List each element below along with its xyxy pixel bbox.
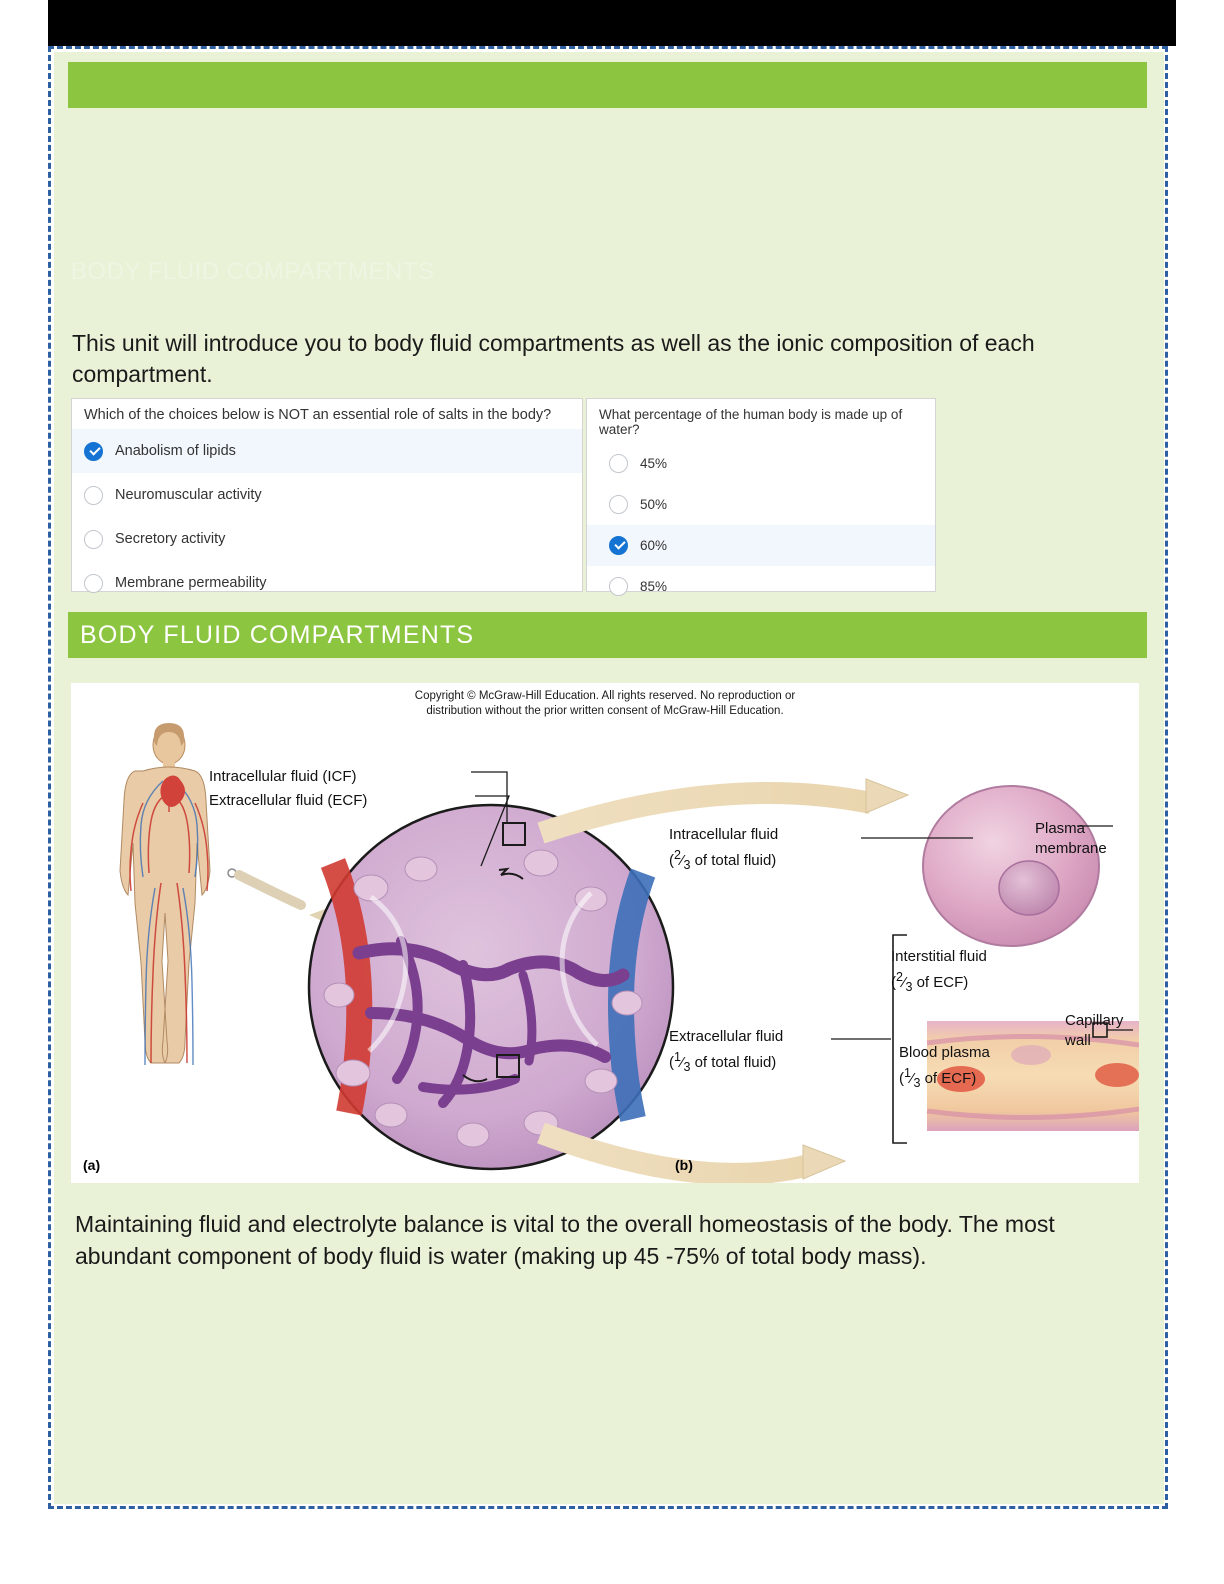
quiz-option-label: 45% — [640, 456, 668, 471]
closing-paragraph: Maintaining fluid and electrolyte balance is vital to the overall homeostasis of the body. The most abundant component of body fluid is water (making up 45 -75% of total body mass). — [75, 1211, 1055, 1269]
blood-plasma-line1: Blood plasma — [899, 1044, 990, 1061]
callout-icf-right — [669, 825, 778, 875]
radio-icon[interactable] — [84, 530, 103, 549]
callout-blood-plasma — [899, 1043, 990, 1093]
quiz-option-row[interactable] — [587, 566, 935, 607]
quiz-option-row[interactable] — [587, 484, 935, 525]
radio-icon[interactable] — [84, 486, 103, 505]
radio-checked-icon[interactable] — [609, 536, 628, 555]
quiz-option-row[interactable] — [72, 429, 582, 473]
section-title-bar — [68, 612, 1147, 658]
quiz-option-label: 85% — [640, 579, 668, 594]
callout-icf-right-line1: Intracellular fluid — [669, 826, 779, 843]
quiz-question-water: What percentage of the human body is made up of water? — [599, 407, 903, 437]
quiz-option-row[interactable] — [72, 473, 582, 517]
radio-icon[interactable] — [84, 574, 103, 593]
header-green-bar — [68, 62, 1147, 108]
callout-capillary-wall — [1065, 1011, 1123, 1051]
figure-copyright — [71, 689, 1139, 719]
quiz-option-label: 50% — [640, 497, 668, 512]
plasma-membrane-line2: membrane — [1035, 840, 1107, 857]
quiz-option-row[interactable] — [587, 525, 935, 566]
tissue-zoom-circle — [309, 805, 673, 1169]
radio-icon[interactable] — [609, 454, 628, 473]
radio-checked-icon[interactable] — [84, 442, 103, 461]
callout-icf-right-line2: ($^2⁄_3$ of total fluid) — [669, 848, 777, 872]
quiz-option-label: Anabolism of lipids — [115, 443, 236, 459]
callout-ecf-right — [669, 1027, 783, 1077]
blood-plasma-line2: ($^1⁄_3$ of ECF) — [899, 1066, 977, 1090]
callout-ecf-left: Extracellular fluid (ECF) — [209, 792, 368, 809]
quiz-option-row[interactable] — [72, 561, 582, 605]
plasma-membrane-line1: Plasma — [1035, 820, 1086, 837]
interstitial-line1: Interstitial fluid — [891, 948, 987, 965]
cell-illustration — [923, 786, 1113, 946]
figure-label-a: (a) — [83, 1157, 101, 1173]
interstitial-line2: ($^2⁄_3$ of ECF) — [891, 970, 969, 994]
copyright-line-2: distribution without the prior written consent of McGraw-Hill Education. — [426, 705, 784, 717]
capillary-line2: wall — [1065, 1032, 1091, 1049]
figure-label-b: (b) — [675, 1157, 693, 1173]
copyright-line-1: Copyright © McGraw-Hill Education. All rights reserved. No reproduction or — [414, 690, 796, 702]
figure-illustration — [71, 683, 1139, 1183]
quiz-panel-salts — [71, 398, 583, 592]
top-black-bar — [48, 0, 1176, 46]
quiz-option-label: Secretory activity — [115, 531, 226, 547]
quiz-option-label: 60% — [640, 538, 668, 553]
callout-plasma-membrane — [1035, 819, 1107, 859]
body-fluid-compartments-figure — [71, 683, 1139, 1183]
section-title-label: BODY FLUID COMPARTMENTS — [80, 621, 475, 649]
quiz-panel-water-percentage — [586, 398, 936, 592]
callout-ecf-right-line1: Extracellular fluid — [669, 1028, 784, 1045]
radio-icon[interactable] — [609, 577, 628, 596]
callout-ecf-right-line2: ($^1⁄_3$ of total fluid) — [669, 1050, 777, 1074]
capillary-line1: Capillary — [1065, 1012, 1124, 1029]
callout-interstitial-fluid — [891, 947, 987, 997]
radio-icon[interactable] — [609, 495, 628, 514]
human-body-illustration — [120, 723, 210, 1065]
faded-slide-title: BODY FLUID COMPARTMENTS — [71, 258, 435, 285]
quiz-option-label: Membrane permeability — [115, 575, 267, 591]
callout-icf-left: Intracellular fluid (ICF) — [209, 768, 357, 785]
quiz-option-label: Neuromuscular activity — [115, 487, 262, 503]
quiz-question-salts: Which of the choices below is NOT an essential role of salts in the body? — [84, 407, 552, 423]
intro-paragraph: This unit will introduce you to body fluid compartments as well as the ionic composition of each compartment. — [72, 330, 1035, 387]
quiz-option-row[interactable] — [587, 443, 935, 484]
quiz-option-row[interactable] — [72, 517, 582, 561]
